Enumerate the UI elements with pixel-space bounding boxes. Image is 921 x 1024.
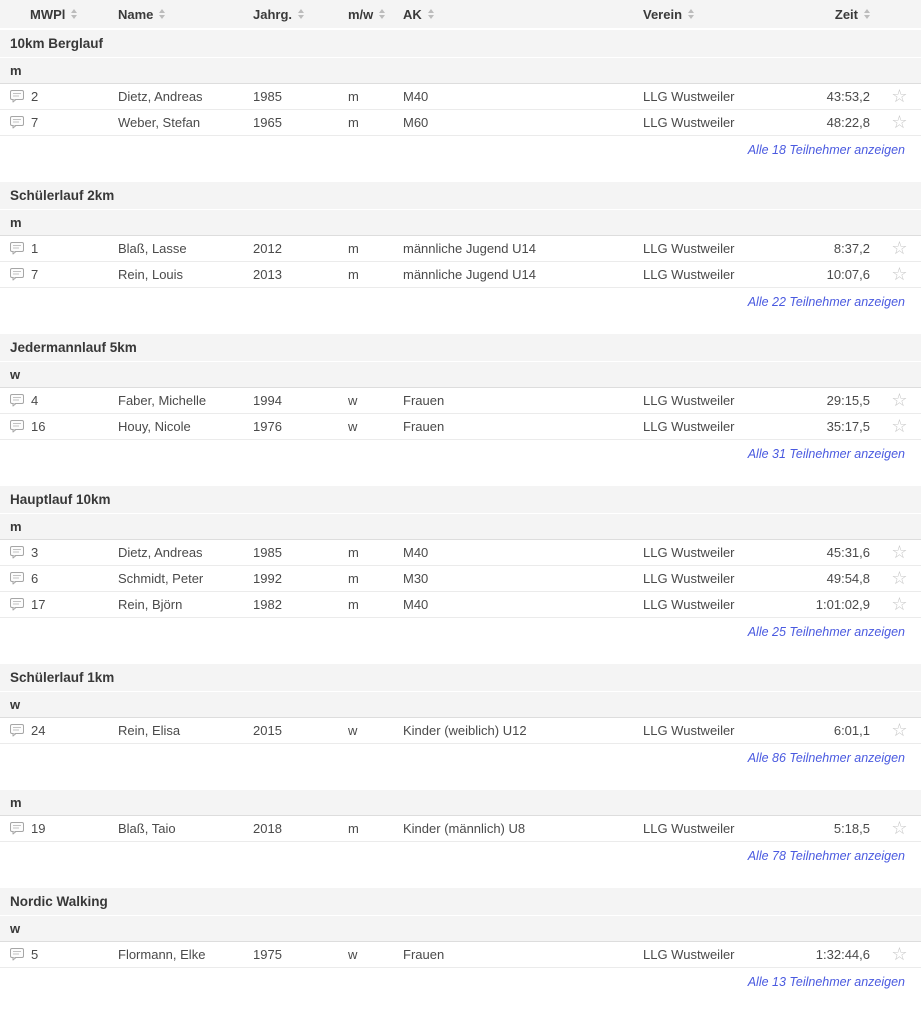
club-cell: LLG Wustweiler	[643, 115, 735, 130]
comment-icon[interactable]	[10, 420, 24, 433]
name-cell: Schmidt, Peter	[118, 571, 204, 586]
place-cell	[10, 393, 118, 408]
section-groups	[0, 514, 921, 646]
gender-subheader	[0, 514, 921, 540]
favorite-cell	[878, 266, 921, 284]
group-rows	[0, 84, 921, 136]
results-table-header	[0, 0, 921, 30]
comment-icon[interactable]	[10, 546, 24, 559]
column-header-label: AK	[403, 6, 422, 22]
sort-icon	[298, 9, 304, 19]
comment-icon[interactable]	[10, 948, 24, 961]
sort-icon	[379, 9, 385, 19]
year-cell: 1994	[253, 393, 282, 408]
show-all-link[interactable]: Alle 78 Teilnehmer anzeigen	[747, 849, 905, 863]
gender-cell: w	[348, 723, 358, 738]
group-gender-label: m	[10, 519, 22, 534]
group-rows	[0, 942, 921, 968]
time-cell: 10:07,6	[826, 267, 870, 282]
section-groups	[0, 210, 921, 316]
group-rows	[0, 540, 921, 618]
star-icon[interactable]: ☆	[891, 417, 908, 436]
name-cell: Weber, Stefan	[118, 115, 201, 130]
name-cell: Rein, Björn	[118, 597, 183, 612]
time-cell: 49:54,8	[826, 571, 870, 586]
name-cell: Houy, Nicole	[118, 419, 191, 434]
star-icon[interactable]: ☆	[891, 87, 908, 106]
favorite-cell	[878, 722, 921, 740]
gender-subheader	[0, 58, 921, 84]
column-header-label: Zeit	[834, 6, 858, 22]
club-cell: LLG Wustweiler	[643, 419, 735, 434]
group-gender-label: w	[10, 697, 21, 712]
sort-icon	[688, 9, 694, 19]
show-all-row	[0, 288, 921, 316]
comment-icon[interactable]	[10, 572, 24, 585]
gender-group	[0, 362, 921, 468]
time-cell: 5:18,5	[833, 821, 870, 836]
result-row[interactable]	[0, 942, 921, 968]
ageclass-cell: Frauen	[403, 393, 445, 408]
column-header-label: Verein	[643, 6, 683, 22]
time-cell: 1:01:02,9	[815, 597, 870, 612]
year-cell: 2015	[253, 723, 282, 738]
favorite-cell	[878, 114, 921, 132]
place-cell	[10, 115, 118, 130]
column-header-name[interactable]	[118, 7, 253, 22]
name-cell: Faber, Michelle	[118, 393, 207, 408]
section-groups	[0, 916, 921, 996]
gender-group	[0, 916, 921, 996]
year-cell: 1992	[253, 571, 282, 586]
race-section	[0, 486, 921, 646]
show-all-row	[0, 440, 921, 468]
favorite-cell	[878, 596, 921, 614]
comment-icon[interactable]	[10, 116, 24, 129]
result-row[interactable]	[0, 388, 921, 414]
result-row[interactable]	[0, 414, 921, 440]
section-header	[0, 664, 921, 692]
section-groups	[0, 58, 921, 164]
comment-icon[interactable]	[10, 724, 24, 737]
place-cell	[10, 267, 118, 282]
result-row[interactable]	[0, 592, 921, 618]
place-value: 7	[31, 115, 39, 130]
name-cell: Rein, Louis	[118, 267, 184, 282]
race-section	[0, 182, 921, 316]
place-value: 6	[31, 571, 39, 586]
gender-group	[0, 210, 921, 316]
star-icon[interactable]: ☆	[891, 721, 908, 740]
time-cell: 1:32:44,6	[815, 947, 870, 962]
place-cell	[10, 947, 118, 962]
group-rows	[0, 816, 921, 842]
group-gender-label: m	[10, 215, 22, 230]
club-cell: LLG Wustweiler	[643, 821, 735, 836]
gender-group	[0, 58, 921, 164]
place-cell	[10, 571, 118, 586]
year-cell: 1976	[253, 419, 282, 434]
favorite-cell	[878, 820, 921, 838]
favorite-cell	[878, 570, 921, 588]
ageclass-cell: Kinder (weiblich) U12	[403, 723, 527, 738]
column-header-label: Jahrg.	[253, 6, 293, 22]
column-header-ak[interactable]	[403, 7, 643, 22]
star-icon[interactable]: ☆	[891, 265, 908, 284]
club-cell: LLG Wustweiler	[643, 89, 735, 104]
favorite-cell	[878, 946, 921, 964]
comment-icon[interactable]	[10, 242, 24, 255]
place-value: 5	[31, 947, 39, 962]
time-cell: 45:31,6	[826, 545, 870, 560]
group-gender-label: w	[10, 367, 21, 382]
year-cell: 1975	[253, 947, 282, 962]
show-all-row	[0, 842, 921, 870]
sort-icon	[71, 9, 77, 19]
section-header	[0, 334, 921, 362]
section-groups	[0, 362, 921, 468]
name-cell: Blaß, Lasse	[118, 241, 187, 256]
sort-icon	[864, 9, 870, 19]
name-cell: Dietz, Andreas	[118, 545, 203, 560]
ageclass-cell: männliche Jugend U14	[403, 267, 536, 282]
ageclass-cell: M40	[403, 545, 429, 560]
gender-group	[0, 514, 921, 646]
ageclass-cell: M30	[403, 571, 429, 586]
sort-icon	[159, 9, 165, 19]
section-groups	[0, 692, 921, 870]
ageclass-cell: männliche Jugend U14	[403, 241, 536, 256]
place-cell	[10, 241, 118, 256]
gender-cell: m	[348, 821, 359, 836]
result-row[interactable]	[0, 84, 921, 110]
favorite-cell	[878, 88, 921, 106]
gender-group	[0, 692, 921, 772]
results-table-body	[0, 30, 921, 996]
show-all-row	[0, 968, 921, 996]
name-cell: Rein, Elisa	[118, 723, 181, 738]
comment-icon[interactable]	[10, 822, 24, 835]
show-all-link[interactable]: Alle 22 Teilnehmer anzeigen	[747, 295, 905, 309]
place-value: 16	[31, 419, 46, 434]
gender-cell: w	[348, 947, 358, 962]
comment-icon[interactable]	[10, 394, 24, 407]
place-value: 2	[31, 89, 39, 104]
name-cell: Blaß, Taio	[118, 821, 176, 836]
year-cell: 2012	[253, 241, 282, 256]
place-cell	[10, 723, 118, 738]
place-value: 7	[31, 267, 39, 282]
name-cell: Dietz, Andreas	[118, 89, 203, 104]
gender-cell: m	[348, 115, 359, 130]
group-gender-label: w	[10, 921, 21, 936]
comment-icon[interactable]	[10, 268, 24, 281]
club-cell: LLG Wustweiler	[643, 267, 735, 282]
gender-cell: m	[348, 241, 359, 256]
club-cell: LLG Wustweiler	[643, 393, 735, 408]
star-icon[interactable]: ☆	[891, 543, 908, 562]
show-all-row	[0, 618, 921, 646]
gender-cell: m	[348, 597, 359, 612]
result-row[interactable]	[0, 816, 921, 842]
year-cell: 1985	[253, 89, 282, 104]
gender-subheader	[0, 790, 921, 816]
time-cell: 35:17,5	[826, 419, 870, 434]
ageclass-cell: M40	[403, 89, 429, 104]
year-cell: 1982	[253, 597, 282, 612]
race-section	[0, 334, 921, 468]
year-cell: 2013	[253, 267, 282, 282]
group-rows	[0, 718, 921, 744]
star-icon[interactable]: ☆	[891, 945, 908, 964]
column-header-label: m/w	[348, 6, 374, 22]
star-icon[interactable]: ☆	[891, 391, 908, 410]
section-title: Jedermannlauf 5km	[10, 340, 137, 355]
gender-subheader	[0, 916, 921, 942]
club-cell: LLG Wustweiler	[643, 723, 735, 738]
club-cell: LLG Wustweiler	[643, 545, 735, 560]
group-rows	[0, 236, 921, 288]
group-gender-label: m	[10, 795, 22, 810]
gender-cell: m	[348, 545, 359, 560]
section-header	[0, 888, 921, 916]
column-header-label: MWPl	[30, 6, 66, 22]
place-value: 3	[31, 545, 39, 560]
result-row[interactable]	[0, 540, 921, 566]
column-header-zeit[interactable]	[793, 7, 878, 22]
time-cell: 29:15,5	[826, 393, 870, 408]
name-cell: Flormann, Elke	[118, 947, 206, 962]
time-cell: 48:22,8	[826, 115, 870, 130]
place-cell	[10, 821, 118, 836]
column-header-label: Name	[118, 6, 154, 22]
section-title: Schülerlauf 1km	[10, 670, 115, 685]
favorite-cell	[878, 392, 921, 410]
show-all-link[interactable]: Alle 25 Teilnehmer anzeigen	[747, 625, 905, 639]
place-cell	[10, 545, 118, 560]
result-row[interactable]	[0, 566, 921, 592]
place-cell	[10, 597, 118, 612]
time-cell: 8:37,2	[833, 241, 870, 256]
gender-subheader	[0, 692, 921, 718]
place-value: 17	[31, 597, 46, 612]
show-all-row	[0, 136, 921, 164]
section-title: 10km Berglauf	[10, 36, 104, 51]
place-value: 1	[31, 241, 39, 256]
show-all-link[interactable]: Alle 18 Teilnehmer anzeigen	[747, 143, 905, 157]
gender-cell: w	[348, 393, 358, 408]
star-icon[interactable]: ☆	[891, 113, 908, 132]
club-cell: LLG Wustweiler	[643, 597, 735, 612]
favorite-cell	[878, 544, 921, 562]
section-header	[0, 182, 921, 210]
show-all-link[interactable]: Alle 13 Teilnehmer anzeigen	[747, 975, 905, 989]
gender-cell: m	[348, 571, 359, 586]
section-title: Hauptlauf 10km	[10, 492, 111, 507]
time-cell: 6:01,1	[833, 723, 870, 738]
race-section	[0, 30, 921, 164]
comment-icon[interactable]	[10, 598, 24, 611]
year-cell: 1965	[253, 115, 282, 130]
ageclass-cell: M40	[403, 597, 429, 612]
star-icon[interactable]: ☆	[891, 595, 908, 614]
ageclass-cell: M60	[403, 115, 429, 130]
club-cell: LLG Wustweiler	[643, 241, 735, 256]
gender-subheader	[0, 362, 921, 388]
ageclass-cell: Frauen	[403, 419, 445, 434]
club-cell: LLG Wustweiler	[643, 571, 735, 586]
result-row[interactable]	[0, 236, 921, 262]
show-all-row	[0, 744, 921, 772]
ageclass-cell: Kinder (männlich) U8	[403, 821, 526, 836]
result-row[interactable]	[0, 262, 921, 288]
race-section	[0, 664, 921, 870]
year-cell: 2018	[253, 821, 282, 836]
column-header-mw[interactable]	[348, 7, 403, 22]
star-icon[interactable]: ☆	[891, 569, 908, 588]
place-value: 24	[31, 723, 46, 738]
result-row[interactable]	[0, 718, 921, 744]
gender-subheader	[0, 210, 921, 236]
time-cell: 43:53,2	[826, 89, 870, 104]
gender-cell: w	[348, 419, 358, 434]
place-cell	[10, 419, 118, 434]
favorite-cell	[878, 418, 921, 436]
section-title: Schülerlauf 2km	[10, 188, 115, 203]
column-header-jahrg[interactable]	[253, 7, 348, 22]
favorite-cell	[878, 240, 921, 258]
gender-cell: m	[348, 89, 359, 104]
star-icon[interactable]: ☆	[891, 239, 908, 258]
ageclass-cell: Frauen	[403, 947, 445, 962]
gender-group	[0, 790, 921, 870]
section-header	[0, 486, 921, 514]
section-title: Nordic Walking	[10, 894, 108, 909]
star-icon[interactable]: ☆	[891, 819, 908, 838]
club-cell: LLG Wustweiler	[643, 947, 735, 962]
sort-icon	[428, 9, 434, 19]
group-gender-label: m	[10, 63, 22, 78]
show-all-link[interactable]: Alle 86 Teilnehmer anzeigen	[747, 751, 905, 765]
gender-cell: m	[348, 267, 359, 282]
section-header	[0, 30, 921, 58]
result-row[interactable]	[0, 110, 921, 136]
group-rows	[0, 388, 921, 440]
year-cell: 1985	[253, 545, 282, 560]
race-section	[0, 888, 921, 996]
column-header-mwpl[interactable]	[10, 7, 118, 22]
place-value: 4	[31, 393, 39, 408]
place-cell	[10, 89, 118, 104]
show-all-link[interactable]: Alle 31 Teilnehmer anzeigen	[747, 447, 905, 461]
place-value: 19	[31, 821, 46, 836]
comment-icon[interactable]	[10, 90, 24, 103]
column-header-verein[interactable]	[643, 7, 793, 22]
